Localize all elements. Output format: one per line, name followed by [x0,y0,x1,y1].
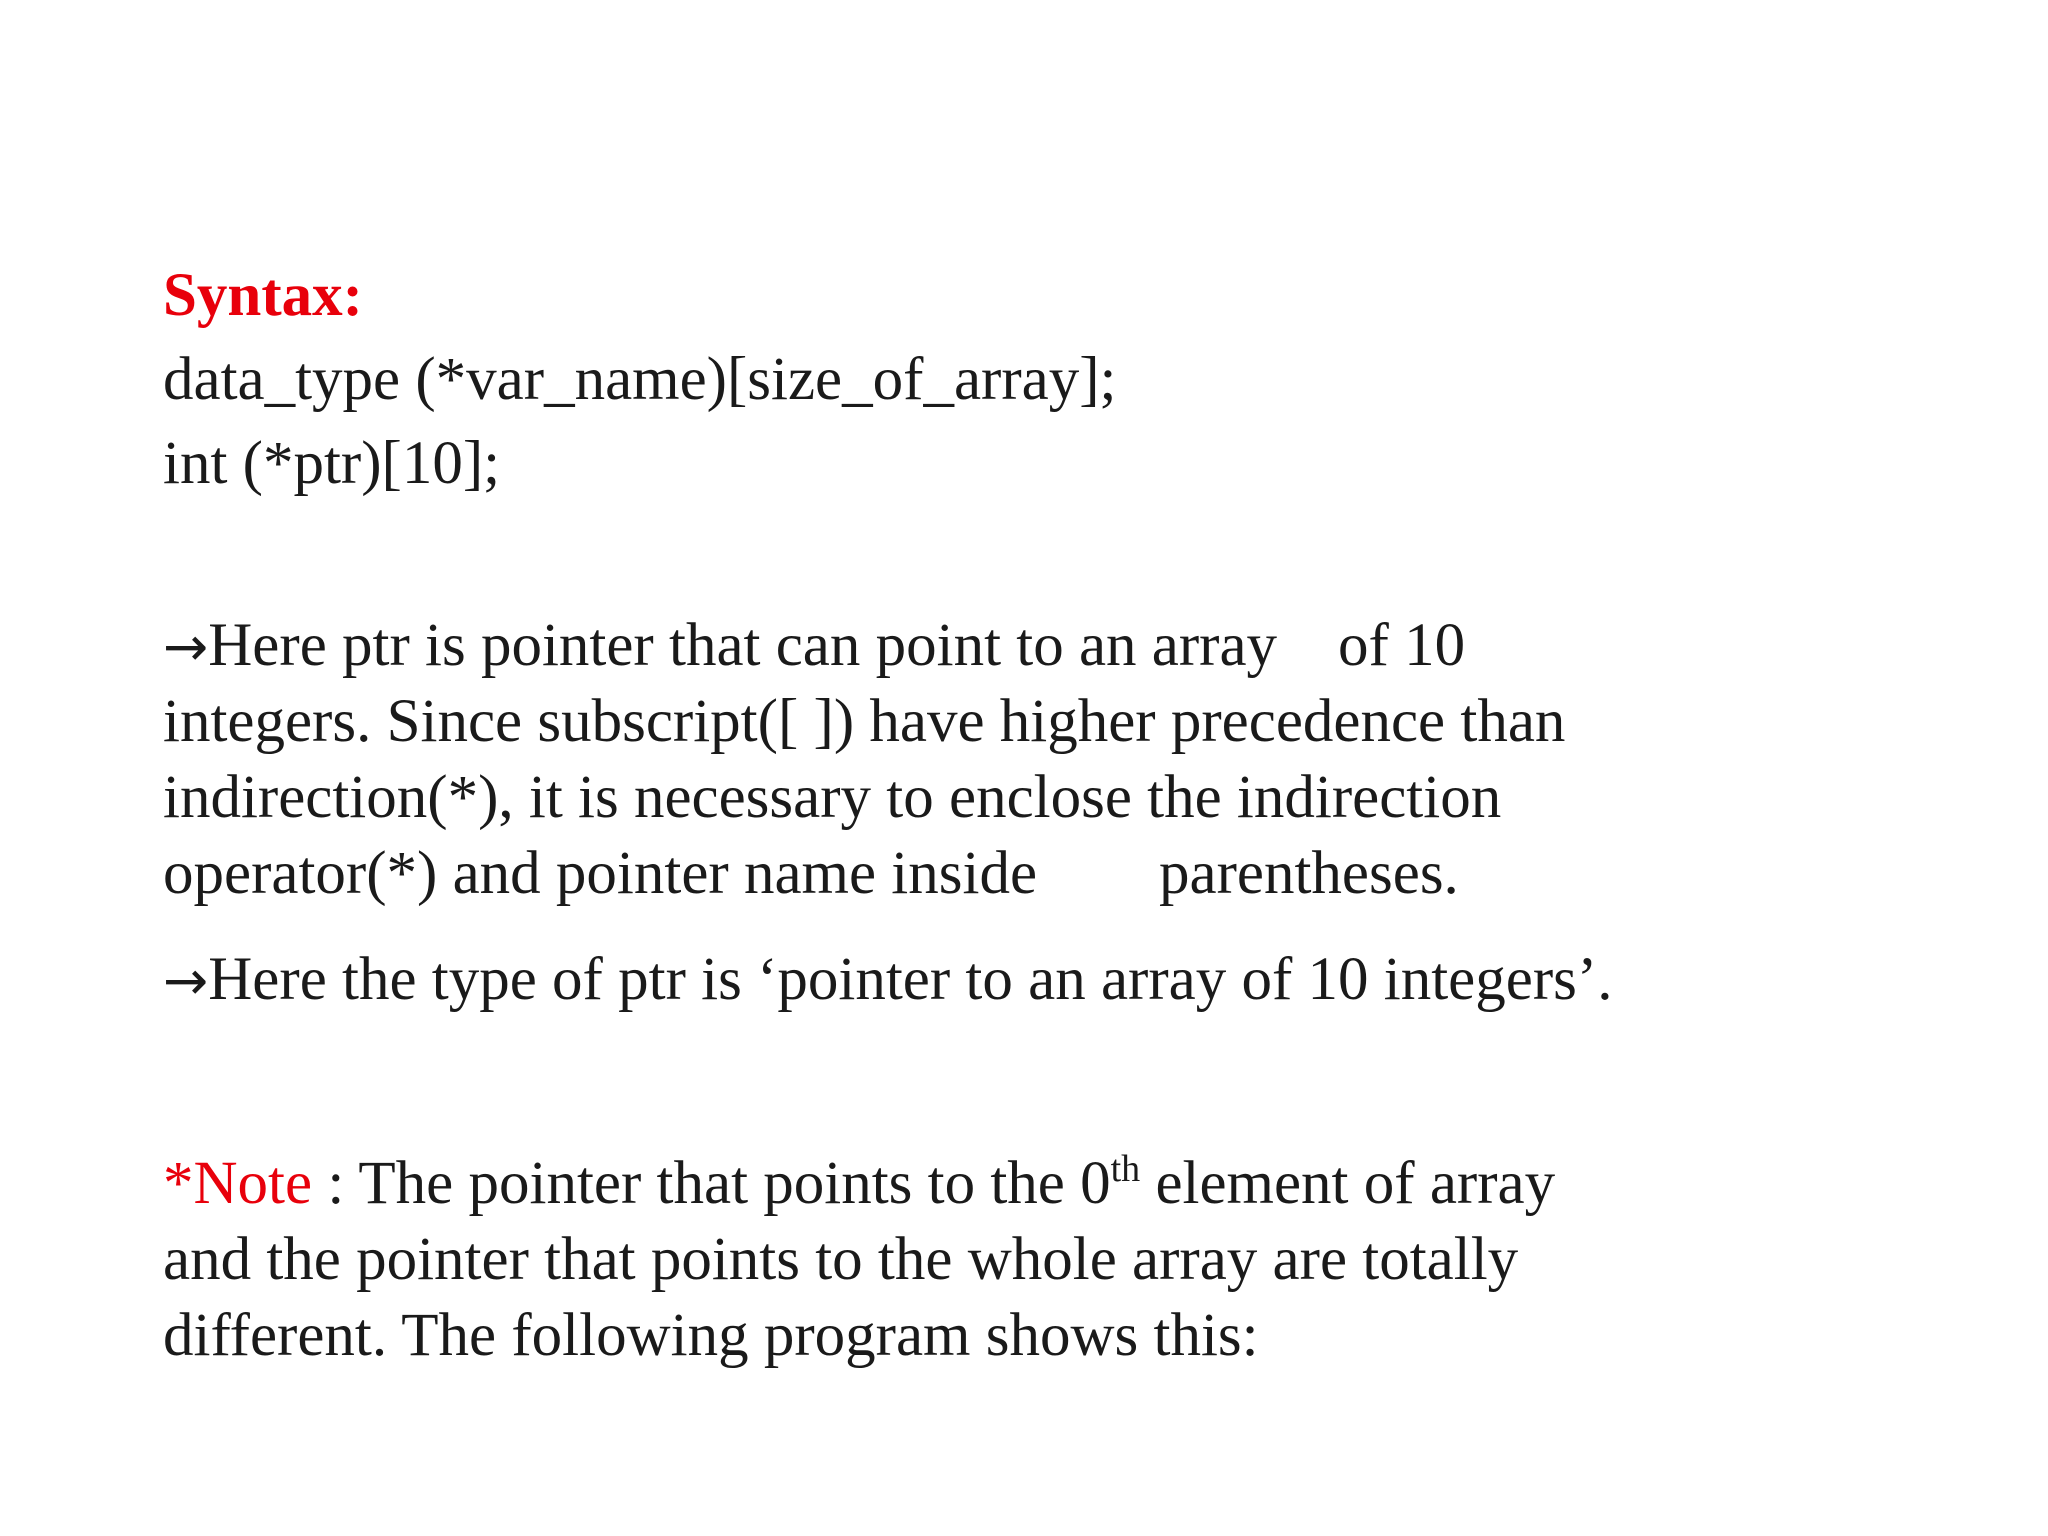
note-ordinal-suffix: th [1110,1148,1141,1190]
syntax-line-general: data_type (*var_name)[size_of_array]; [163,346,1117,413]
note-line1 [163,1146,1555,1229]
note-line1-text-b: element of array [1140,1150,1556,1217]
bullet2-line [163,942,1612,1019]
bullet1-line1 [163,608,1465,685]
syntax-heading: Syntax: [163,262,363,329]
bullet1-line4: operator(*) and pointer name inside parentheses. [163,840,1459,907]
bullet1-line3: indirection(*), it is necessary to enclose the indirection [163,764,1502,831]
bullet2-text: Here the type of ptr is ‘pointer to an array of 10 integers’. [208,946,1613,1013]
note-line1-text-a: : The pointer that points to the 0 [312,1150,1111,1217]
arrow-icon: → [163,949,209,1012]
note-line2: and the pointer that points to the whole array are totally [163,1226,1519,1293]
note-label: *Note [163,1150,313,1217]
bullet1-line1-text: Here ptr is pointer that can point to an array of 10 [208,612,1466,679]
bullet1-line2: integers. Since subscript([ ]) have higher precedence than [163,688,1566,755]
syntax-line-example: int (*ptr)[10]; [163,430,501,497]
note-line3: different. The following program shows this: [163,1302,1259,1369]
arrow-icon: → [163,615,209,678]
